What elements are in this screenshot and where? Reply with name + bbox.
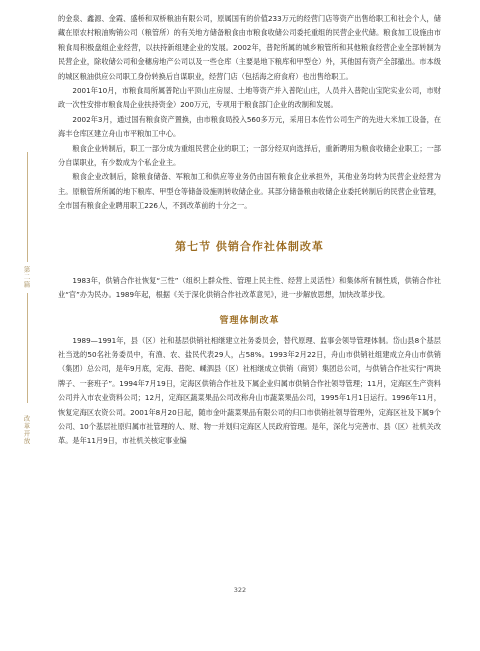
part-label: 改革开放 (22, 414, 31, 445)
paragraph: 粮食企业改制后，除粮食储备、军粮加工和供应等业务仍由国有粮食企业承担外，其他业务均转为民营企业经营为主。原粮管所所属的地下粮库、甲型仓等储备设施则转收储企业。其部分储备粮由收储企业委托转制后的民营企业管理，全市国有粮食企业聘用职工226人，不到改革前的十分之一。 (58, 172, 441, 211)
paragraph: 1989—1991年，县（区）社和基层供销社相继建立社务委员会，替代原理、监事会领导管理体制。岱山县8个基层社当选的50名社务委员中，有渔、农、盐民代表29人，占58%。1993年2月22日，舟山市供销社组建成立舟山市供销（集团）总公司，是年9月底，定海、普陀、嵊泗县（区）社相继成立供销（商贸）集团总公司，与供销合作社实行“两块牌子、一套班子”。1994年7月19日，定海区供销合作社及下属企业归属市供销合作社领导管理；11月，定海区生产资料公司并入市农业资料公司；12月，定海区蔬菜果品公司改称舟山市蔬菜果品公司，1995年1月1日运行。1996年11月，恢复定海区农资公司。2001年8月20日起，随市金叶蔬菜果品有限公司的归口市供销社领导管理外，定海区社及下属9个公司、10个基层社原归属市社管理的人、财、物一并划归定海区人民政府管理。是年，深化与完善市、县（区）社机关改革。是年11月9日，市社机关核定事业编 (58, 335, 441, 446)
paragraph: 2001年10月，市粮食局所属普陀山平顶山庄房屋、土地等资产并入普陀山庄，人员并入普陀山宝陀实业公司，市财政一次性安排市粮食局企业扶持资金）200万元，专项用于粮食部门企业的改制和发展。 (58, 86, 441, 110)
paragraph: 的金泉、鑫源、金霞、盛桥和双桥粮油有限公司，原属国有的价值233万元的经营门店等资产出售给职工和社会个人，储藏在原农村粮油购销公司（粮管所）的有关地方储备粮食由市粮食收储公司委托重组的民营企业代储。粮食加工设施由市粮食局积极盘组企业经营，以扶持新组建企业的发展。2002年，普陀所属的城乡粮管所和其他粮食经营企业全部转制为民营企业，除收储公司和金穗房地产公司以及一些仓库（主要是地下粮库和甲型仓）外，其他国有资产全部撤出。市本级的城区粮油供应公司职工身份转换后自谋职业，经营门店（包括海之府食府）也出售给职工。 (58, 14, 441, 81)
side-tab (22, 152, 32, 445)
section-title: 第七节 供销合作社体制改革 (175, 239, 324, 253)
chapter-label: 第二篇 (22, 266, 31, 289)
page-number: 322 (233, 586, 247, 594)
subsection-title: 管理体制改革 (219, 315, 280, 326)
paragraph: 粮食企业转制后，职工一部分成为重组民营企业的职工；一部分经双向选择后，重新聘用为粮食收储企业职工；一部分自谋职业，有少数成为个私企业主。 (58, 143, 441, 168)
side-rule-bottom (27, 293, 28, 403)
page-content (58, 12, 441, 449)
paragraph: 2002年3月，通过国有粮食资产置换，由市粮食局投入560多万元，采用日本佐竹公司生产的先进大米加工设备，在海丰仓库区建立舟山市平粮加工中心。 (58, 114, 441, 139)
section-intro: 1983年，供销合作社恢复“三性”（组织上群众性、管理上民主性、经营上灵活性）和集体所有制性质，供销合作社业“官”办为民办。1989年起，根据《关于深化供销合作社改革意见》，进一步解放思想，加快改革步伐。 (58, 275, 441, 300)
side-rule-top (27, 152, 28, 262)
